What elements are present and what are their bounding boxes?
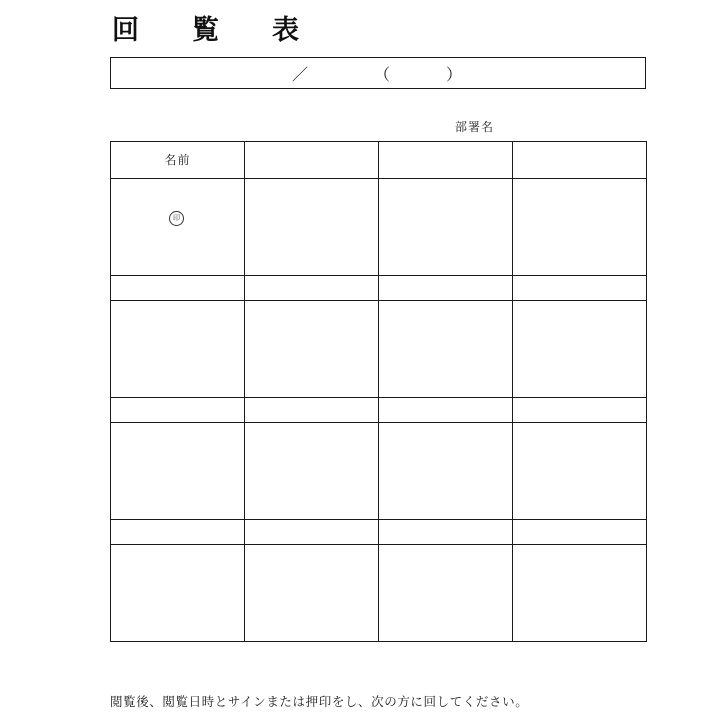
cell-c-4[interactable] [379, 398, 513, 423]
cell-name-2[interactable] [111, 276, 245, 301]
cell-c-1[interactable] [379, 179, 513, 276]
cell-c-5[interactable] [379, 423, 513, 520]
cell-name-5[interactable] [111, 423, 245, 520]
cell-c-3[interactable] [379, 301, 513, 398]
cell-name-1[interactable] [111, 179, 245, 276]
table-header-row [111, 142, 647, 179]
column-header-3 [379, 142, 513, 179]
cell-d-7[interactable] [513, 545, 647, 642]
circulation-table [110, 141, 647, 642]
cell-d-4[interactable] [513, 398, 647, 423]
cell-name-7[interactable] [111, 545, 245, 642]
cell-d-2[interactable] [513, 276, 647, 301]
cell-b-3[interactable] [245, 301, 379, 398]
table-row [111, 520, 647, 545]
cell-b-6[interactable] [245, 520, 379, 545]
cell-b-7[interactable] [245, 545, 379, 642]
table-row [111, 423, 647, 520]
cell-d-3[interactable] [513, 301, 647, 398]
cell-b-4[interactable] [245, 398, 379, 423]
cell-c-6[interactable] [379, 520, 513, 545]
table-row [111, 276, 647, 301]
date-box[interactable] [110, 57, 646, 89]
cell-d-1[interactable] [513, 179, 647, 276]
seal-icon: 印 [169, 211, 184, 226]
table-row [111, 398, 647, 423]
column-header-name: 名前 [111, 142, 245, 179]
department-label: 部署名 [455, 120, 495, 134]
column-header-4 [513, 142, 647, 179]
cell-b-1[interactable] [245, 179, 379, 276]
date-line-text: ／ （ ） [291, 64, 464, 84]
cell-d-6[interactable] [513, 520, 647, 545]
cell-name-4[interactable] [111, 398, 245, 423]
cell-name-3[interactable] [111, 301, 245, 398]
table-row [111, 301, 647, 398]
cell-c-7[interactable] [379, 545, 513, 642]
column-header-2 [245, 142, 379, 179]
table-row [111, 179, 647, 276]
cell-b-2[interactable] [245, 276, 379, 301]
table-row [111, 545, 647, 642]
footer-note: 閲覧後、閲覧日時とサインまたは押印をし、次の方に回してください。 [110, 694, 529, 709]
cell-d-5[interactable] [513, 423, 647, 520]
page-title: 回 覧 表 [112, 15, 312, 46]
cell-name-6[interactable] [111, 520, 245, 545]
cell-c-2[interactable] [379, 276, 513, 301]
cell-b-5[interactable] [245, 423, 379, 520]
